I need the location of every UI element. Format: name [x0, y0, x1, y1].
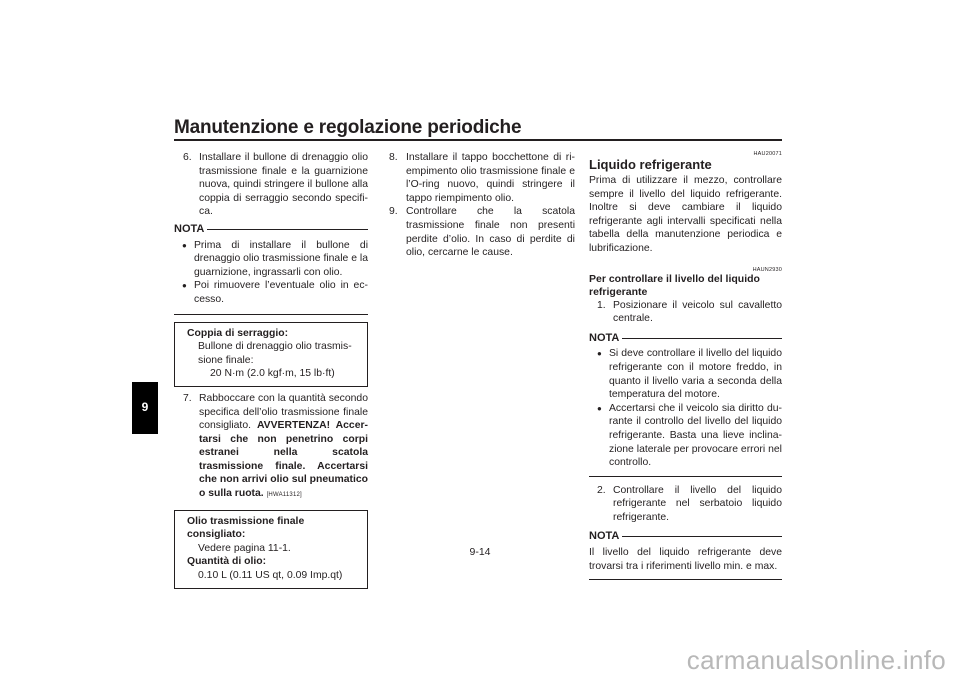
- page-number: 9-14: [469, 546, 491, 558]
- step-number: 6.: [183, 152, 192, 163]
- bullet-icon: ●: [597, 349, 602, 359]
- nota-end-rule: [589, 476, 782, 477]
- step-7: [174, 392, 368, 503]
- spec-item: Bullone di drenaggio olio trasmissione finale:: [198, 341, 352, 366]
- warning-code: [HWA11312]: [266, 492, 302, 499]
- spec-value: 20 N·m (2.0 kgf·m, 15 lb·ft): [210, 368, 335, 380]
- left-column: [174, 151, 368, 589]
- nota-text: Il livello del liquido refrigerante deve trovarsi tra i riferimenti livello min. e max.: [589, 547, 782, 572]
- chapter-tab: 9: [132, 382, 158, 434]
- list-item: [182, 239, 368, 280]
- nota-heading: [589, 530, 782, 544]
- bullet-icon: ●: [182, 240, 187, 250]
- page-title: Manutenzione e regolazione periodiche: [174, 117, 522, 138]
- step-9: [382, 205, 575, 259]
- subsection-code: HAUN2930: [752, 266, 782, 273]
- oil-spec-box: [174, 510, 368, 589]
- nota-end-rule: [589, 579, 782, 580]
- bullet-text: Poi rimuovere l’eventuale olio in eccesso.: [194, 280, 368, 305]
- bullet-icon: ●: [182, 281, 187, 291]
- nota-bullet-list: [589, 347, 782, 469]
- nota-label: NOTA: [174, 222, 205, 235]
- list-item: [182, 279, 368, 306]
- nota-rule: [622, 338, 782, 339]
- nota-heading: [174, 223, 368, 237]
- step-text: [199, 392, 368, 503]
- step-2: [589, 484, 782, 525]
- watermark: carmanualsonline.info: [686, 645, 946, 675]
- warning-text: AVVERTENZA! Accertarsi che non penetrino corpi estranei nella scatola trasmissione finale. Accertarsi che non arrivi olio sul pneumatico o sulla ruota.: [199, 420, 368, 500]
- nota-label: NOTA: [589, 331, 620, 344]
- step-instruction: Rabboccare con la quantità secondo specifica dell’olio trasmissione finale consigliato.: [199, 392, 368, 432]
- nota-rule: [622, 536, 782, 537]
- step-6: [174, 151, 368, 219]
- bullet-icon: ●: [597, 403, 602, 413]
- step-number: 8.: [389, 152, 398, 163]
- section-intro: Prima di utilizzare il mezzo, controllare sempre il livello del liquido refrigerante. Inoltre si deve cambiare il liquido refrigerante agli intervalli specificati nella tabella della manutenzione periodica e lubrificazione.: [589, 175, 782, 254]
- nota-label: NOTA: [589, 530, 620, 543]
- torque-spec-box: [174, 322, 368, 387]
- right-column: [589, 151, 782, 580]
- spec-title: Olio trasmissione finale consigliato:: [187, 515, 305, 541]
- step-text: Installare il tappo bocchettone di riempimento olio trasmissione finale e l’O-ring nuovo, quindi stringere il tappo riempimento olio.: [406, 152, 575, 204]
- nota-rule: [207, 229, 368, 230]
- section-title: Liquido refrigerante: [589, 157, 712, 172]
- nota-heading: [589, 332, 782, 346]
- step-text: Posizionare il veicolo sul cavalletto centrale.: [613, 299, 782, 325]
- step-text: Controllare che la scatola trasmissione finale non presenti perdite d’olio. In caso di perdite di olio, cercarne le cause.: [406, 206, 575, 259]
- step-1: [589, 299, 782, 326]
- spec-value: 0.10 L (0.11 US qt, 0.09 Imp.qt): [198, 570, 343, 582]
- step-text: Controllare il livello del liquido refrigerante nel serbatoio liquido refrigerante.: [613, 484, 782, 523]
- section-code: HAU20071: [753, 151, 782, 157]
- step-number: 1.: [597, 299, 606, 311]
- spec-title: Quantità di olio:: [187, 556, 267, 568]
- bullet-text: Prima di installare il bullone di drenaggio olio trasmissione finale e la guarnizione, ingrassarli con olio.: [194, 239, 368, 278]
- spec-title: Coppia di serraggio:: [187, 327, 289, 339]
- list-item: [597, 347, 782, 401]
- nota-end-rule: [174, 314, 368, 315]
- middle-column: [382, 151, 575, 260]
- nota-bullet-list: [174, 239, 368, 307]
- step-number: 7.: [183, 392, 192, 404]
- title-rule: [174, 139, 782, 141]
- list-item: [597, 402, 782, 470]
- bullet-text: Accertarsi che il veicolo sia diritto durante il controllo del livello del liquido refrigerante. Basta una lieve inclinazione laterale per provocare errori nel controllo.: [609, 402, 782, 469]
- subsection-title: Per controllare il livello del liquido refrigerante: [589, 272, 760, 298]
- step-8: [382, 151, 575, 205]
- step-number: 2.: [597, 484, 606, 496]
- bullet-text: Si deve controllare il livello del liquido refrigerante con il motore freddo, in quanto il livello varia a seconda della temperatura del motore.: [609, 348, 782, 401]
- step-text: Installare il bullone di drenaggio olio trasmissione finale e la guarnizione nuova, quindi stringere il bullone alla coppia di serraggio secondo specifica.: [199, 152, 368, 218]
- step-number: 9.: [389, 206, 398, 218]
- spec-value: Vedere pagina 11-1.: [198, 542, 291, 554]
